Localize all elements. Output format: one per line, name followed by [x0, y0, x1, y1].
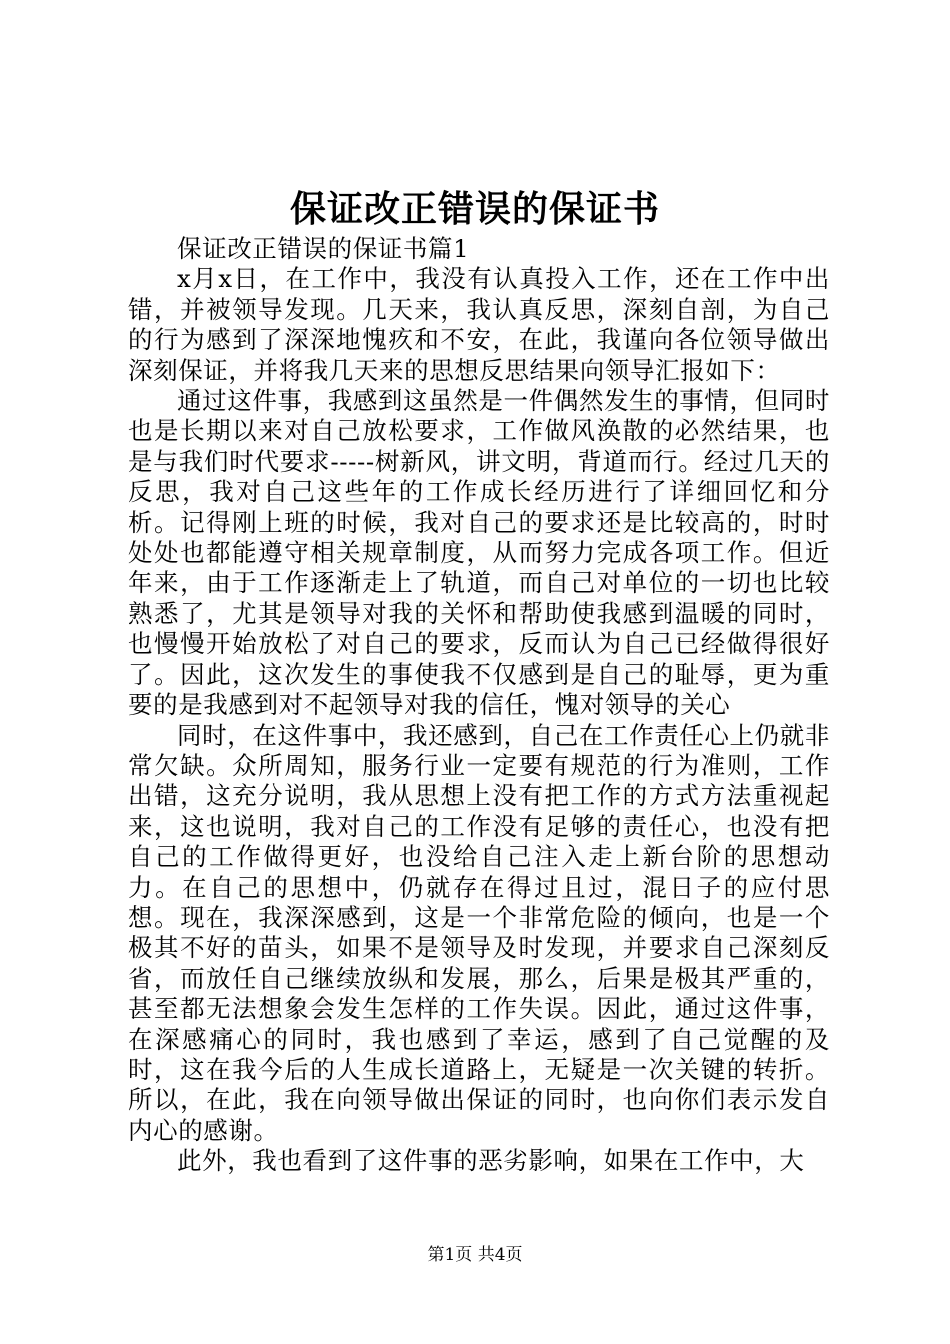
paragraph-4: 此外，我也看到了这件事的恶劣影响，如果在工作中，大 — [177, 1146, 805, 1176]
document-title: 保证改正错误的保证书 — [289, 188, 660, 230]
page-number-footer: 第1页 共4页 — [427, 1245, 523, 1265]
paragraph-1: x月x日，在工作中，我没有认真投入工作，还在工作中出错，并被领导发现。几天来，我认真反思，深刻自剖，为自己的行为感到了深深地愧疚和不安，在此，我谨向各位领导做出深刻保证，并将我几天来的思想反思结果向领导汇报如下： — [128, 264, 830, 385]
document-body — [128, 234, 830, 1177]
paragraph-3: 同时，在这件事中，我还感到，自己在工作责任心上仍就非常欠缺。众所周知，服务行业一定要有规范的行为准则，工作出错，这充分说明，我从思想上没有把工作的方式方法重视起来，这也说明，我对自己的工作没有足够的责任心，也没有把自己的工作做得更好，也没给自己注入走上新台阶的思想动力。在自己的思想中，仍就存在得过且过，混日子的应付思想。现在，我深深感到，这是一个非常危险的倾向，也是一个极其不好的苗头，如果不是领导及时发现，并要求自己深刻反省，而放任自己继续放纵和发展，那么，后果是极其严重的，甚至都无法想象会发生怎样的工作失误。因此，通过这件事，在深感痛心的同时，我也感到了幸运，感到了自己觉醒的及时，这在我今后的人生成长道路上，无疑是一次关键的转折。所以，在此，我在向领导做出保证的同时，也向你们表示发自内心的感谢。 — [128, 720, 830, 1145]
paragraph-2: 通过这件事，我感到这虽然是一件偶然发生的事情，但同时也是长期以来对自己放松要求，工作做风涣散的必然结果，也是与我们时代要求-----树新风，讲文明，背道而行。经过几天的反思，我对自己这些年的工作成长经历进行了详细回忆和分析。记得刚上班的时候，我对自己的要求还是比较高的，时时处处也都能遵守相关规章制度，从而努力完成各项工作。但近年来，由于工作逐渐走上了轨道，而自己对单位的一切也比较熟悉了，尤其是领导对我的关怀和帮助使我感到温暖的同时，也慢慢开始放松了对自己的要求，反而认为自己已经做得很好了。因此，这次发生的事使我不仅感到是自己的耻辱，更为重要的是我感到对不起领导对我的信任，愧对领导的关心 — [128, 386, 830, 720]
section-heading: 保证改正错误的保证书篇1 — [177, 234, 470, 263]
